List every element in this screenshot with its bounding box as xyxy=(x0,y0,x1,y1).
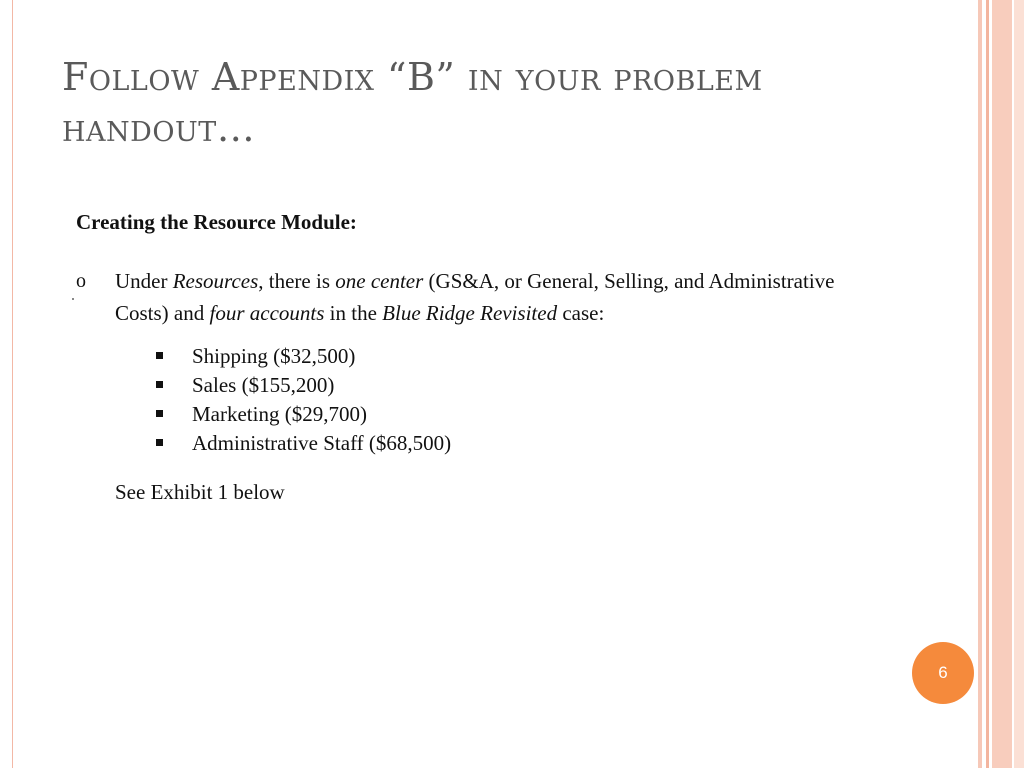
paragraph-text: (GS&A, or General, Selling, and Administrative Costs) and xyxy=(115,269,835,325)
square-bullet-icon xyxy=(156,352,163,359)
slide-title: Follow Appendix “B” in your problem handout… xyxy=(62,55,763,151)
right-stripe-decoration xyxy=(978,0,982,768)
list-item xyxy=(152,400,451,429)
paragraph-text: case: xyxy=(557,300,605,325)
square-bullet-icon xyxy=(156,410,163,417)
paragraph-text: in the xyxy=(324,300,383,325)
paragraph-text: , there is xyxy=(258,269,336,293)
document-heading: Creating the Resource Module: xyxy=(76,210,357,234)
right-stripe-decoration xyxy=(986,0,989,768)
accounts-list xyxy=(152,342,451,458)
page-number-badge: 6 xyxy=(912,642,974,704)
embedded-document-image xyxy=(70,190,882,502)
account-label: Administrative Staff ($68,500) xyxy=(192,431,452,455)
square-bullet-icon xyxy=(156,381,163,388)
paragraph-italic-text: Blue Ridge Revisited xyxy=(382,300,558,325)
document-paragraph xyxy=(115,266,875,329)
account-label: Shipping ($32,500) xyxy=(192,344,356,368)
paragraph-italic-text: one center xyxy=(335,269,424,293)
left-border-decoration xyxy=(0,0,13,768)
account-label: Marketing ($29,700) xyxy=(192,402,367,426)
paragraph-italic-text: four accounts xyxy=(209,300,325,325)
right-stripe-decoration xyxy=(1014,0,1024,768)
paragraph-text: Under xyxy=(115,269,173,293)
list-item xyxy=(152,429,451,458)
paragraph-italic-text: Resources xyxy=(172,269,259,293)
list-item xyxy=(152,371,451,400)
right-stripe-decoration xyxy=(992,0,1012,768)
scan-dot xyxy=(72,298,74,300)
list-item xyxy=(152,342,451,371)
document-footer-text: See Exhibit 1 below xyxy=(115,480,285,502)
account-label: Sales ($155,200) xyxy=(192,373,335,397)
square-bullet-icon xyxy=(156,439,163,446)
bullet-marker: o xyxy=(76,270,86,292)
